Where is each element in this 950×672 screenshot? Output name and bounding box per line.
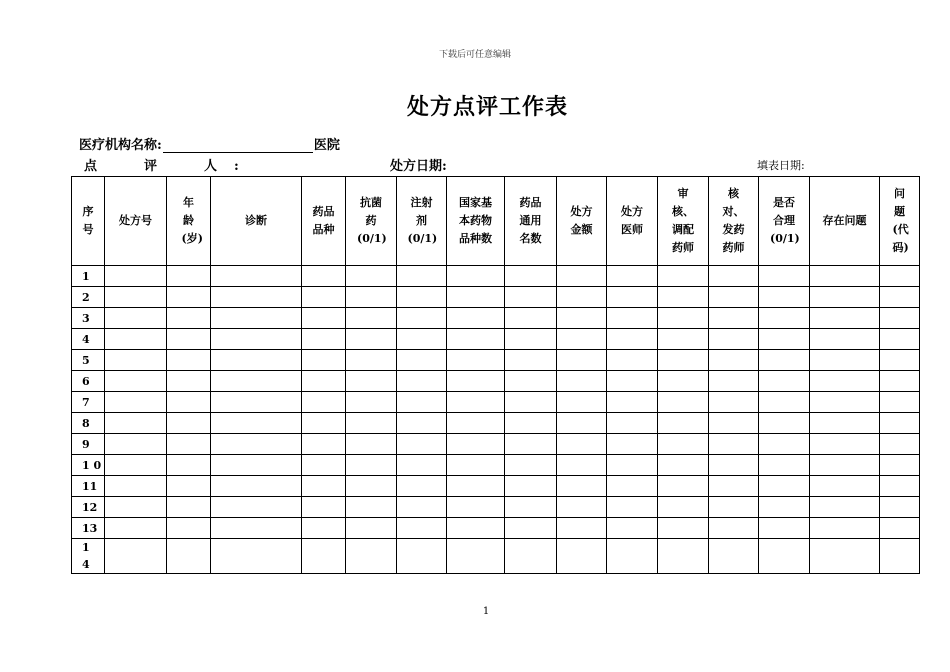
table-row bbox=[72, 287, 920, 308]
table-cell[interactable] bbox=[302, 518, 346, 539]
table-cell[interactable] bbox=[397, 476, 447, 497]
table-cell[interactable] bbox=[447, 539, 505, 574]
table-cell[interactable] bbox=[447, 287, 505, 308]
table-cell[interactable] bbox=[880, 329, 920, 350]
table-cell[interactable] bbox=[167, 434, 211, 455]
table-cell[interactable] bbox=[211, 455, 302, 476]
table-cell[interactable] bbox=[346, 329, 397, 350]
row-index: 12 bbox=[72, 497, 105, 518]
row-index: 9 bbox=[72, 434, 105, 455]
col-header-injection: 注射剂(0/1) bbox=[397, 177, 447, 266]
table-row bbox=[72, 413, 920, 434]
table-cell[interactable] bbox=[880, 497, 920, 518]
table-cell[interactable] bbox=[346, 497, 397, 518]
table-cell[interactable] bbox=[447, 497, 505, 518]
table-cell[interactable] bbox=[658, 329, 709, 350]
col-header-diagnosis: 诊断 bbox=[211, 177, 302, 266]
table-cell[interactable] bbox=[302, 350, 346, 371]
table-cell[interactable] bbox=[880, 266, 920, 287]
table-row bbox=[72, 266, 920, 287]
table-cell[interactable] bbox=[880, 455, 920, 476]
table-cell[interactable] bbox=[759, 350, 810, 371]
row-index: 1 0 bbox=[72, 455, 105, 476]
institution-label: 医疗机构名称: bbox=[79, 138, 162, 153]
table-cell[interactable] bbox=[557, 371, 607, 392]
table-cell[interactable] bbox=[557, 287, 607, 308]
table-cell[interactable] bbox=[447, 308, 505, 329]
table-cell[interactable] bbox=[105, 308, 167, 329]
table-cell[interactable] bbox=[105, 392, 167, 413]
page-title: 处方点评工作表 bbox=[406, 94, 568, 120]
table-cell[interactable] bbox=[302, 392, 346, 413]
row-index: 11 bbox=[72, 476, 105, 497]
table-cell[interactable] bbox=[346, 287, 397, 308]
watermark: 下载后可任意编辑 bbox=[438, 50, 511, 60]
table-cell[interactable] bbox=[105, 350, 167, 371]
col-header-problems: 存在问题 bbox=[810, 177, 880, 266]
table-cell[interactable] bbox=[658, 350, 709, 371]
table-cell[interactable] bbox=[880, 434, 920, 455]
table-cell[interactable] bbox=[658, 392, 709, 413]
table-cell[interactable] bbox=[658, 434, 709, 455]
table-cell[interactable] bbox=[607, 392, 658, 413]
table-cell[interactable] bbox=[302, 329, 346, 350]
table-cell[interactable] bbox=[810, 434, 880, 455]
table-cell[interactable] bbox=[810, 392, 880, 413]
table-cell[interactable] bbox=[167, 413, 211, 434]
table-cell[interactable] bbox=[759, 371, 810, 392]
table-cell[interactable] bbox=[167, 497, 211, 518]
table-cell[interactable] bbox=[105, 497, 167, 518]
table-cell[interactable] bbox=[211, 329, 302, 350]
table-cell[interactable] bbox=[447, 371, 505, 392]
table-cell[interactable] bbox=[880, 413, 920, 434]
col-header-index: 序号 bbox=[72, 177, 105, 266]
table-cell[interactable] bbox=[397, 329, 447, 350]
table-cell[interactable] bbox=[397, 455, 447, 476]
table-cell[interactable] bbox=[557, 329, 607, 350]
col-header-dispense-pharmacist: 核对、发药药师 bbox=[709, 177, 759, 266]
table-cell[interactable] bbox=[167, 371, 211, 392]
table-cell[interactable] bbox=[167, 329, 211, 350]
table-cell[interactable] bbox=[105, 434, 167, 455]
table-cell[interactable] bbox=[810, 329, 880, 350]
table-cell[interactable] bbox=[447, 476, 505, 497]
table-cell[interactable] bbox=[709, 434, 759, 455]
table-cell[interactable] bbox=[505, 455, 557, 476]
col-header-drug-variety: 药品品种 bbox=[302, 177, 346, 266]
table-cell[interactable] bbox=[346, 539, 397, 574]
table-row bbox=[72, 434, 920, 455]
table-cell[interactable] bbox=[709, 518, 759, 539]
table-cell[interactable] bbox=[211, 518, 302, 539]
table-cell[interactable] bbox=[759, 518, 810, 539]
table-cell[interactable] bbox=[447, 266, 505, 287]
table-cell[interactable] bbox=[505, 518, 557, 539]
col-header-antibiotic: 抗菌药(0/1) bbox=[346, 177, 397, 266]
table-cell[interactable] bbox=[505, 287, 557, 308]
table-cell[interactable] bbox=[397, 413, 447, 434]
table-cell[interactable] bbox=[658, 455, 709, 476]
table-cell[interactable] bbox=[607, 497, 658, 518]
table-cell[interactable] bbox=[397, 434, 447, 455]
table-cell[interactable] bbox=[810, 266, 880, 287]
hospital-suffix: 医院 bbox=[313, 138, 340, 153]
table-row bbox=[72, 350, 920, 371]
table-cell[interactable] bbox=[167, 308, 211, 329]
table-cell[interactable] bbox=[105, 371, 167, 392]
table-row bbox=[72, 455, 920, 476]
table-cell[interactable] bbox=[211, 476, 302, 497]
table-cell[interactable] bbox=[302, 308, 346, 329]
table-cell[interactable] bbox=[759, 497, 810, 518]
col-header-rx-amount: 处方金额 bbox=[557, 177, 607, 266]
table-row bbox=[72, 539, 920, 574]
col-header-audit-pharmacist: 审核、调配药师 bbox=[658, 177, 709, 266]
col-header-generic-names: 药品通用名数 bbox=[505, 177, 557, 266]
table-cell[interactable] bbox=[557, 350, 607, 371]
table-cell[interactable] bbox=[810, 413, 880, 434]
table-row bbox=[72, 308, 920, 329]
col-header-rx-number: 处方号 bbox=[105, 177, 167, 266]
row-index: 3 bbox=[72, 308, 105, 329]
table-cell[interactable] bbox=[346, 413, 397, 434]
row-index: 5 bbox=[72, 350, 105, 371]
table-cell[interactable] bbox=[346, 371, 397, 392]
table-cell[interactable] bbox=[557, 539, 607, 574]
table-cell[interactable] bbox=[211, 287, 302, 308]
institution-blank[interactable] bbox=[163, 138, 313, 153]
table-cell[interactable] bbox=[302, 434, 346, 455]
table-cell[interactable] bbox=[658, 371, 709, 392]
table-cell[interactable] bbox=[105, 329, 167, 350]
table-row bbox=[72, 497, 920, 518]
table-cell[interactable] bbox=[658, 518, 709, 539]
table-cell[interactable] bbox=[557, 476, 607, 497]
table-cell[interactable] bbox=[759, 539, 810, 574]
table-cell[interactable] bbox=[759, 392, 810, 413]
table-cell[interactable] bbox=[447, 392, 505, 413]
page-number: 1 bbox=[482, 606, 490, 617]
table-cell[interactable] bbox=[302, 266, 346, 287]
table-cell[interactable] bbox=[880, 392, 920, 413]
table-cell[interactable] bbox=[211, 392, 302, 413]
table-cell[interactable] bbox=[709, 287, 759, 308]
table-cell[interactable] bbox=[346, 392, 397, 413]
row-index: 6 bbox=[72, 371, 105, 392]
table-cell[interactable] bbox=[759, 266, 810, 287]
table-cell[interactable] bbox=[658, 266, 709, 287]
table-cell[interactable] bbox=[447, 413, 505, 434]
table-cell[interactable] bbox=[105, 539, 167, 574]
table-cell[interactable] bbox=[607, 266, 658, 287]
table-cell[interactable] bbox=[557, 308, 607, 329]
table-cell[interactable] bbox=[880, 308, 920, 329]
table-cell[interactable] bbox=[105, 287, 167, 308]
table-cell[interactable] bbox=[211, 413, 302, 434]
table-cell[interactable] bbox=[505, 266, 557, 287]
table-cell[interactable] bbox=[167, 350, 211, 371]
table-cell[interactable] bbox=[167, 539, 211, 574]
table-cell[interactable] bbox=[302, 476, 346, 497]
table-cell[interactable] bbox=[557, 266, 607, 287]
table-cell[interactable] bbox=[505, 476, 557, 497]
table-cell[interactable] bbox=[557, 518, 607, 539]
table-cell[interactable] bbox=[557, 434, 607, 455]
table-cell[interactable] bbox=[557, 392, 607, 413]
table-cell[interactable] bbox=[346, 455, 397, 476]
table-cell[interactable] bbox=[447, 350, 505, 371]
table-cell[interactable] bbox=[810, 518, 880, 539]
review-table bbox=[71, 176, 920, 574]
table-cell[interactable] bbox=[709, 350, 759, 371]
table-cell[interactable] bbox=[505, 539, 557, 574]
table-cell[interactable] bbox=[211, 371, 302, 392]
table-cell[interactable] bbox=[658, 308, 709, 329]
table-cell[interactable] bbox=[607, 329, 658, 350]
table-cell[interactable] bbox=[709, 413, 759, 434]
table-cell[interactable] bbox=[658, 497, 709, 518]
table-cell[interactable] bbox=[346, 308, 397, 329]
table-cell[interactable] bbox=[880, 518, 920, 539]
table-row bbox=[72, 371, 920, 392]
table-cell[interactable] bbox=[810, 287, 880, 308]
table-cell[interactable] bbox=[658, 476, 709, 497]
table-cell[interactable] bbox=[105, 266, 167, 287]
table-cell[interactable] bbox=[167, 392, 211, 413]
table-cell[interactable] bbox=[346, 266, 397, 287]
table-row bbox=[72, 329, 920, 350]
reviewer-line bbox=[84, 155, 256, 174]
table-cell[interactable] bbox=[505, 434, 557, 455]
table-cell[interactable] bbox=[709, 539, 759, 574]
table-cell[interactable] bbox=[810, 476, 880, 497]
table-cell[interactable] bbox=[607, 413, 658, 434]
table-cell[interactable] bbox=[397, 518, 447, 539]
table-cell[interactable] bbox=[302, 413, 346, 434]
table-cell[interactable] bbox=[105, 413, 167, 434]
table-cell[interactable] bbox=[397, 266, 447, 287]
table-cell[interactable] bbox=[447, 329, 505, 350]
table-cell[interactable] bbox=[397, 308, 447, 329]
table-cell[interactable] bbox=[607, 350, 658, 371]
row-index: 2 bbox=[72, 287, 105, 308]
table-cell[interactable] bbox=[759, 308, 810, 329]
table-cell[interactable] bbox=[607, 434, 658, 455]
table-cell[interactable] bbox=[346, 434, 397, 455]
table-cell[interactable] bbox=[346, 518, 397, 539]
row-index: 1 4 bbox=[72, 539, 105, 574]
col-header-reasonable: 是否合理(0/1) bbox=[759, 177, 810, 266]
fill-date-label: 填表日期: bbox=[757, 159, 805, 172]
table-cell[interactable] bbox=[105, 476, 167, 497]
table-cell[interactable] bbox=[167, 287, 211, 308]
table-cell[interactable] bbox=[759, 329, 810, 350]
table-cell[interactable] bbox=[105, 455, 167, 476]
table-row bbox=[72, 518, 920, 539]
table-cell[interactable] bbox=[880, 371, 920, 392]
table-cell[interactable] bbox=[505, 371, 557, 392]
table-cell[interactable] bbox=[658, 539, 709, 574]
row-index: 8 bbox=[72, 413, 105, 434]
table-header-row bbox=[72, 177, 920, 266]
col-header-essential-drugs: 国家基本药物品种数 bbox=[447, 177, 505, 266]
table-row bbox=[72, 476, 920, 497]
table-cell[interactable] bbox=[505, 413, 557, 434]
table-cell[interactable] bbox=[880, 476, 920, 497]
table-cell[interactable] bbox=[505, 308, 557, 329]
table-cell[interactable] bbox=[810, 539, 880, 574]
row-index: 13 bbox=[72, 518, 105, 539]
table-cell[interactable] bbox=[302, 497, 346, 518]
table-cell[interactable] bbox=[211, 350, 302, 371]
table-cell[interactable] bbox=[302, 287, 346, 308]
table-cell[interactable] bbox=[105, 518, 167, 539]
table-cell[interactable] bbox=[709, 392, 759, 413]
row-index: 1 bbox=[72, 266, 105, 287]
col-header-age: 年龄(岁) bbox=[167, 177, 211, 266]
table-cell[interactable] bbox=[397, 392, 447, 413]
table-cell[interactable] bbox=[505, 329, 557, 350]
table-cell[interactable] bbox=[810, 371, 880, 392]
table-cell[interactable] bbox=[759, 287, 810, 308]
table-cell[interactable] bbox=[607, 518, 658, 539]
table-cell[interactable] bbox=[167, 518, 211, 539]
table-cell[interactable] bbox=[211, 497, 302, 518]
table-cell[interactable] bbox=[447, 455, 505, 476]
table-cell[interactable] bbox=[167, 455, 211, 476]
table-cell[interactable] bbox=[211, 434, 302, 455]
table-cell[interactable] bbox=[557, 455, 607, 476]
table-cell[interactable] bbox=[810, 308, 880, 329]
table-cell[interactable] bbox=[346, 350, 397, 371]
table-cell[interactable] bbox=[447, 518, 505, 539]
table-cell[interactable] bbox=[397, 287, 447, 308]
table-cell[interactable] bbox=[658, 413, 709, 434]
table-cell[interactable] bbox=[759, 434, 810, 455]
col-header-rx-doctor: 处方医师 bbox=[607, 177, 658, 266]
table-cell[interactable] bbox=[709, 266, 759, 287]
table-cell[interactable] bbox=[880, 287, 920, 308]
table-cell[interactable] bbox=[607, 455, 658, 476]
table-cell[interactable] bbox=[211, 308, 302, 329]
table-cell[interactable] bbox=[709, 497, 759, 518]
table-cell[interactable] bbox=[167, 476, 211, 497]
table-cell[interactable] bbox=[302, 371, 346, 392]
table-cell[interactable] bbox=[557, 413, 607, 434]
table-cell[interactable] bbox=[810, 350, 880, 371]
table-cell[interactable] bbox=[505, 497, 557, 518]
table-cell[interactable] bbox=[709, 476, 759, 497]
table-cell[interactable] bbox=[557, 497, 607, 518]
row-index: 4 bbox=[72, 329, 105, 350]
table-cell[interactable] bbox=[759, 413, 810, 434]
prescription-date-label: 处方日期: bbox=[390, 159, 447, 174]
table-cell[interactable] bbox=[211, 539, 302, 574]
table-cell[interactable] bbox=[709, 308, 759, 329]
reviewer-label: 点 评 人: bbox=[84, 159, 256, 174]
table-cell[interactable] bbox=[607, 308, 658, 329]
row-index: 7 bbox=[72, 392, 105, 413]
table-cell[interactable] bbox=[397, 350, 447, 371]
table-cell[interactable] bbox=[658, 287, 709, 308]
table-cell[interactable] bbox=[607, 476, 658, 497]
table-cell[interactable] bbox=[709, 329, 759, 350]
table-cell[interactable] bbox=[607, 539, 658, 574]
table-row bbox=[72, 392, 920, 413]
table-cell[interactable] bbox=[505, 392, 557, 413]
table-cell[interactable] bbox=[302, 539, 346, 574]
table-cell[interactable] bbox=[709, 371, 759, 392]
table-cell[interactable] bbox=[810, 497, 880, 518]
col-header-problem-code: 问题(代码) bbox=[880, 177, 920, 266]
table-cell[interactable] bbox=[709, 455, 759, 476]
table-cell[interactable] bbox=[880, 539, 920, 574]
table-cell[interactable] bbox=[607, 287, 658, 308]
table-cell[interactable] bbox=[397, 371, 447, 392]
table-cell[interactable] bbox=[397, 497, 447, 518]
table-cell[interactable] bbox=[447, 434, 505, 455]
table-cell[interactable] bbox=[167, 266, 211, 287]
table-cell[interactable] bbox=[759, 455, 810, 476]
table-cell[interactable] bbox=[759, 476, 810, 497]
table-cell[interactable] bbox=[607, 371, 658, 392]
table-cell[interactable] bbox=[346, 476, 397, 497]
table-cell[interactable] bbox=[397, 539, 447, 574]
table-cell[interactable] bbox=[505, 350, 557, 371]
table-cell[interactable] bbox=[810, 455, 880, 476]
table-cell[interactable] bbox=[302, 455, 346, 476]
table-cell[interactable] bbox=[211, 266, 302, 287]
institution-line bbox=[79, 134, 340, 153]
table-cell[interactable] bbox=[880, 350, 920, 371]
